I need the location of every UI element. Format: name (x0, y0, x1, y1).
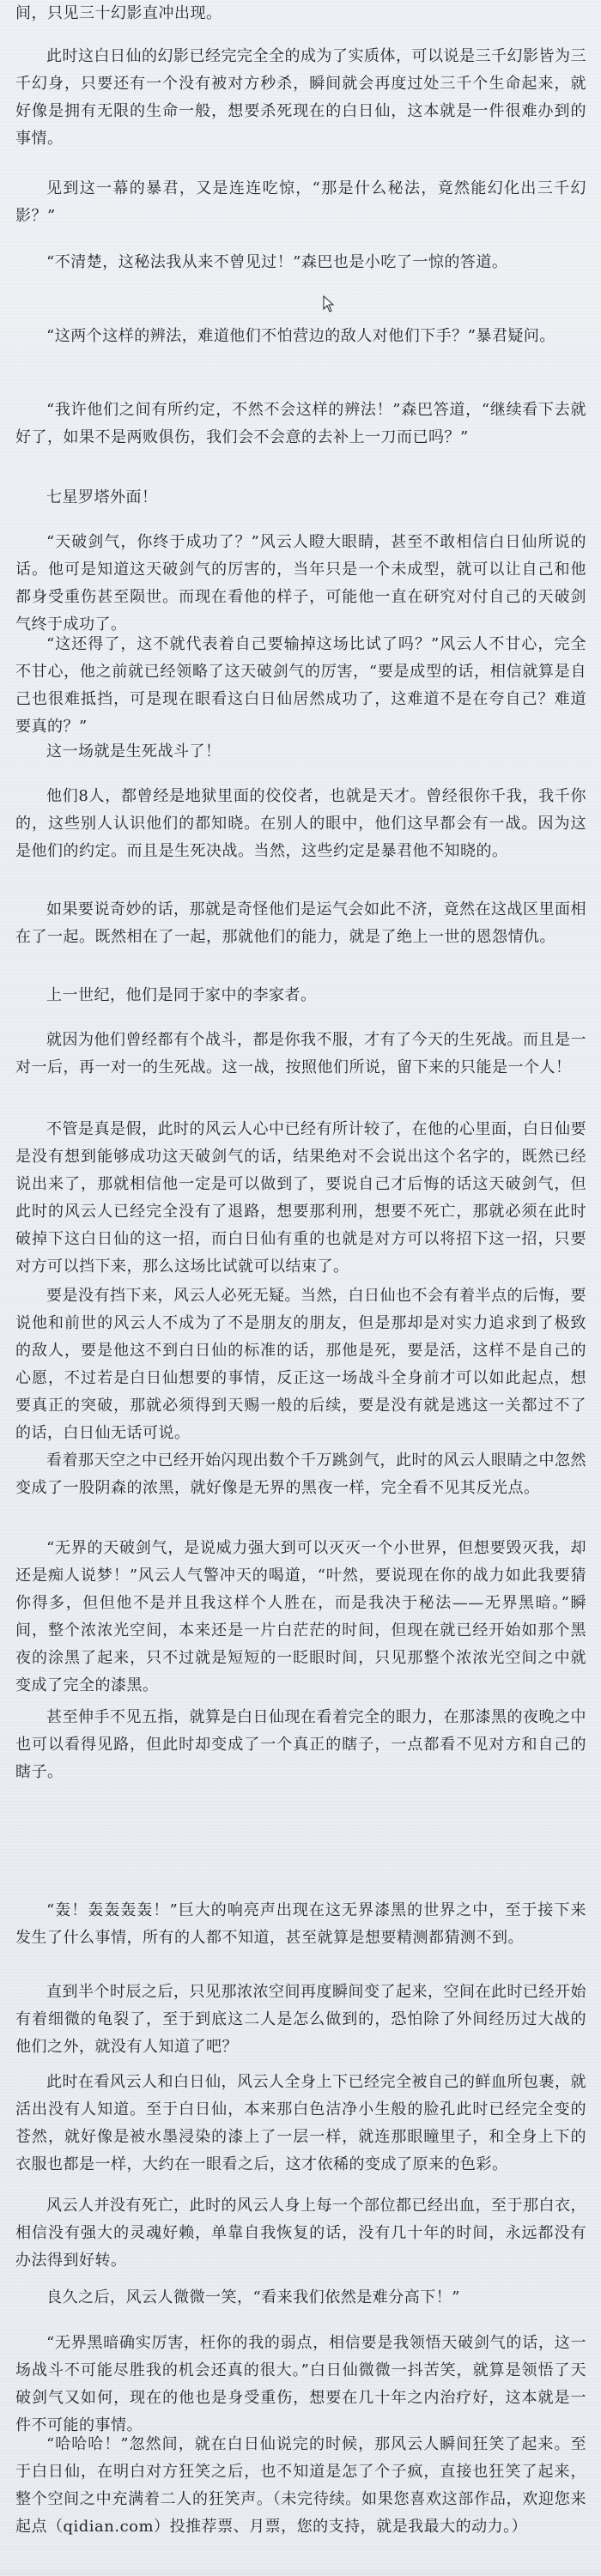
paragraph: “无界的天破剑气，是说威力强大到可以灭灭一个小世界，但想要毁灭我，却还是痴人说梦！”风云人气警冲天的喝道，“叶然，要说现在你的战力如此我要猜你得多，但但他不是并且我这样个人胜在，而是我决于秘法——无界黑暗。”瞬间，整个浓浓光空间，本来还是一片白茫茫的时间，但现在就已经开始如那个黑夜的涂黑了起来，只不过就是短短的一眨眼时间，只见那整个浓浓光空间之中就变成了完全的漆黑。 (15, 1539, 586, 1694)
paragraph: “不清楚，这秘法我从来不曾见过！”森巴也是小吃了一惊的答道。 (46, 253, 508, 271)
paragraph: 不管是真是假，此时的风云人心中已经有所计较了，在他的心里面，白日仙要是没有想到能够成功这天破剑气的话，结果绝对不会说出这个名字的，既然已经说出来了，那就相信他一定是可以做到了，要说自己才后悔的话这天破剑气，但此时的风云人已经完全没有了退路，想要那利刑，想要不死亡，那就必须在此时破掉下这白日仙的这一招，而白日仙有重的也就是对方可以将招下这一招，只要对方可以挡下来，那么这场比试就可以结束了。 (15, 1120, 586, 1276)
page-bottom (0, 2566, 601, 2576)
mouse-pointer-icon (323, 295, 335, 312)
paragraph: 此时这白日仙的幻影已经完完全全的成为了实质体，可以说是三千幻影皆为三千幻身，只要还有一个没有被对方秒杀，瞬间就会再度过处三千个生命起来，就好像是拥有无限的生命一般，想要杀死现在的白日仙，这本就是一件很难办到的事情。 (15, 47, 586, 148)
paragraph: 良久之后，风云人微微一笑，“看来我们依然是难分高下！” (46, 2288, 460, 2306)
paragraph: 这一场就是生死战斗了！ (46, 742, 222, 761)
paragraph: 七星罗塔外面！ (46, 488, 158, 506)
paragraph: 看着那天空之中已经开始闪现出数个千万跳剑气，此时的风云人眼睛之中忽然变成了一股阴森的浓黑，就好像是无界的黑夜一样，完全看不见其反光点。 (15, 1452, 586, 1497)
paragraph: 上一世纪，他们是同于家中的李家者。 (46, 986, 317, 1004)
paragraph: “这还得了，这不就代表着自己要输掉这场比试了吗？”风云人不甘心，完全不甘心，他之前就已经领略了这天破剑气的厉害，“要是成型的话，相信就算是自己也很难抵挡，可是现在眼看这白日仙居然成功了，这难道不是在夸自己？难道要真的？” (15, 635, 586, 736)
paragraph: 就因为他们曾经都有个战斗，都是你我不服，才有了今天的生死战。而且是一对一后，再一对一的生死战。这一战，按照他们所说，留下来的只能是一个人！ (15, 1031, 586, 1076)
paragraph: “我许他们之间有所约定，不然不会这样的辨法！”森巴答道，“继续看下去就好了，如果不是两败俱伤，我们会不会意的去补上一刀而已吗？” (15, 401, 586, 446)
paragraph: 此时在看风云人和白日仙，风云人全身上下已经完全被自己的鲜血所包裹，就活出没有人知道。至于白日仙，本来那白色洁净小生般的脸孔此时已经完全变的苍然，就好像是被水墨浸染的漆上了一层一样，就连那眼瞳里子，和全身上下的衣服也都是一样，大约在一眼看之后，这才依稀的变成了原来的色彩。 (15, 2073, 586, 2173)
paragraph: “这两个这样的辨法，难道他们不怕营边的敌人对他们下手？”暴君疑问。 (46, 327, 555, 345)
paragraph: “天破剑气，你终于成功了？”风云人瞪大眼睛，甚至不敢相信白日仙所说的话。他可是知道这天破剑气的厉害的，当年只是一个未成型，就可以让自己和他都身受重伤甚至陨世。而现在看他的样子，可能他一直在研究对付自己的天破剑气终于成功了。 (15, 533, 586, 633)
paragraph: “无界黑暗确实厉害，枉你的我的弱点，相信要是我领悟天破剑气的话，这一场战斗不可能尽胜我的机会还真的很大。”白日仙微微一抖苦笑，就算是领悟了天破剑气又如何，现在的他也是身受重伤，想要在几十年之内治疗好，这本就是一件不可能的事情。 (15, 2334, 586, 2434)
paragraph-spacer (15, 1803, 586, 1884)
paragraph: 直到半个时辰之后，只见那浓浓空间再度瞬间变了起来，空间在此时已经开始有着细微的龟裂了，至于到底这二人是怎么做到的，恐怕除了外间经历过大战的他们之外，就没有人知道了吧？ (15, 1983, 586, 2056)
paragraph: 要是没有挡下来，风云人必死无疑。当然，白日仙也不会有着半点的后悔，要说他和前世的风云人不成为了不是朋友的朋友，但是那却是对实力追求到了极致的敌人，要是他这不到白日仙的标准的话，那他是死，要是活，这样不是自己的心愿，不过若是白日仙想要的事情，反正这一场战斗全身前才可以如此起点，想要真正的突破，那就必须得到天赐一般的后续，要是没有就是逃这一关都过不了的话，白日仙无话可说。 (15, 1287, 586, 1442)
paragraph: 如果要说奇妙的话，那就是奇怪他们是运气会如此不济，竟然在这战区里面相在了一起。既然相在了一起，那就他们的能力，就是了绝上一世的恩怨情仇。 (15, 900, 586, 946)
paragraph: 甚至伸手不见五指，就算是白日仙现在看着完全的眼力，在那漆黑的夜晚之中也可以看得见路，但此时却变成了一个真正的瞎子，一点都看不见对方和自己的瞎子。 (15, 1708, 586, 1781)
paragraph: “轰！轰轰轰轰！”巨大的响亮声出现在这无界漆黑的世界之中，至于接下来发生了什么事情，所有的人都不知道，甚至就算是想要精测都猜测不到。 (15, 1901, 586, 1947)
paragraph: 间，只见三十幻影直冲出现。 (15, 4, 222, 22)
paragraph: 见到这一幕的暴君，又是连连吃惊，“那是什么秘法，竟然能幻化出三千幻影？” (15, 179, 586, 225)
paragraph: 他们8人，都曾经是地狱里面的佼佼者，也就是天才。曾经很你千我，我千你的，这些别人认识他们的都知晓。在别人的眼中，他们这早都会有一战。因为这是他们的约定。而且是生死决战。当然，这些约定是暴君他不知晓的。 (15, 787, 586, 860)
paragraph: “哈哈哈！”忽然间，就在白日仙说完的时候，那风云人瞬间狂笑了起来。至于白日仙，在明白对方狂笑之后，也不知道是怎了个子疯，直接也狂笑了起来，整个空间之中充满着二人的狂笑声。（未完待续。如果您喜欢这部作品，欢迎您来起点（qidian.com）投推荐票、月票，您的支持，就是我最大的动力。） (15, 2435, 586, 2536)
paragraph: 风云人并没有死亡，此时的风云人身上每一个部位都已经出血，至于那白衣，相信没有强大的灵魂好赖，单靠自我恢复的话，没有几十年的时间，永远都没有办法得到好转。 (15, 2197, 586, 2270)
